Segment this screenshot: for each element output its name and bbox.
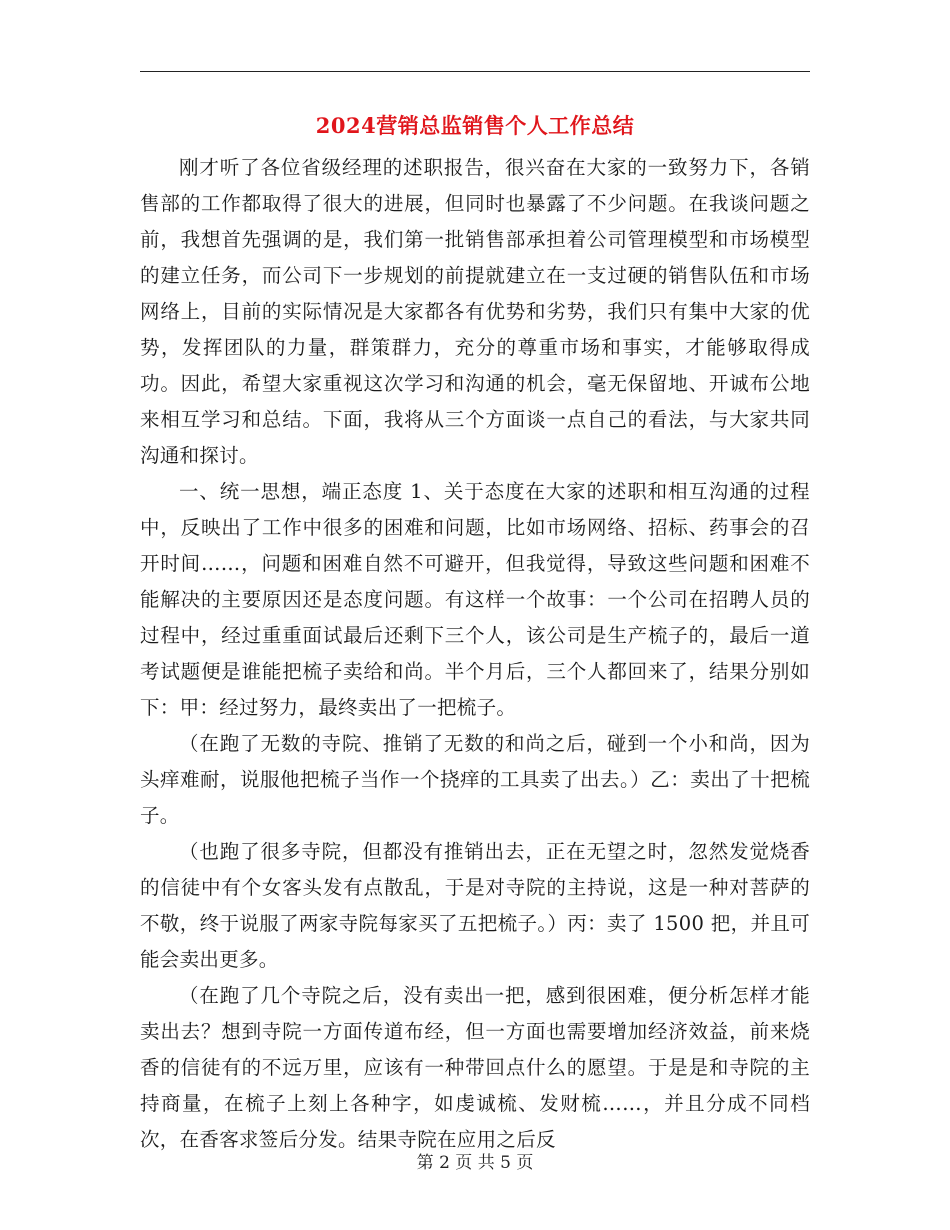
document-title: 2024营销总监销售个人工作总结 — [315, 113, 635, 138]
paragraph: 刚才听了各位省级经理的述职报告，很兴奋在大家的一致努力下，各销售部的工作都取得了很大的进展，但同时也暴露了不少问题。在我谈问题之前，我想首先强调的是，我们第一批销售部承担着公司管理模型和市场模型的建立任务，而公司下一步规划的前提就建立在一支过硬的销售队伍和市场网络上，目前的实际情况是大家都各有优势和劣势，我们只有集中大家的优势，发挥团队的力量，群策群力，充分的尊重市场和事实，才能够取得成功。因此，希望大家重视这次学习和沟通的机会，毫无保留地、开诚布公地来相互学习和总结。下面，我将从三个方面谈一点自己的看法，与大家共同沟通和探讨。 — [140, 156, 810, 467]
header-rule — [140, 71, 810, 72]
paragraph: （也跑了很多寺院，但都没有推销出去，正在无望之时，忽然发觉烧香的信徒中有个女客头发有点散乱，于是对寺院的主持说，这是一种对菩萨的不敬，终于说服了两家寺院每家买了五把梳子。）丙：卖了 1500 把，并且可能会卖出更多。 — [140, 840, 810, 971]
document-body — [140, 150, 810, 1158]
page-number: 第 2 页 共 5 页 — [416, 1153, 534, 1173]
paragraph: 一、统一思想，端正态度 1、关于态度在大家的述职和相互沟通的过程中，反映出了工作中很多的困难和问题，比如市场网络、招标、药事会的召开时间……，问题和困难自然不可避开，但我觉得，导致这些问题和困难不能解决的主要原因还是态度问题。有这样一个故事：一个公司在招聘人员的过程中，经过重重面试最后还剩下三个人，该公司是生产梳子的，最后一道考试题便是谁能把梳子卖给和尚。半个月后，三个人都回来了，结果分别如下：甲：经过努力，最终卖出了一把梳子。 — [140, 480, 810, 719]
page-footer — [140, 1150, 810, 1176]
paragraph: （在跑了无数的寺院、推销了无数的和尚之后，碰到一个小和尚，因为头痒难耐，说服他把梳子当作一个挠痒的工具卖了出去。）乙：卖出了十把梳子。 — [140, 732, 810, 827]
paragraph: （在跑了几个寺院之后，没有卖出一把，感到很困难，便分析怎样才能卖出去？想到寺院一方面传道布经，但一方面也需要增加经济效益，前来烧香的信徒有的不远万里，应该有一种带回点什么的愿望。于是是和寺院的主持商量，在梳子上刻上各种字，如虔诚梳、发财梳……，并且分成不同档次，在香客求签后分发。结果寺院在应用之后反 — [140, 984, 810, 1151]
